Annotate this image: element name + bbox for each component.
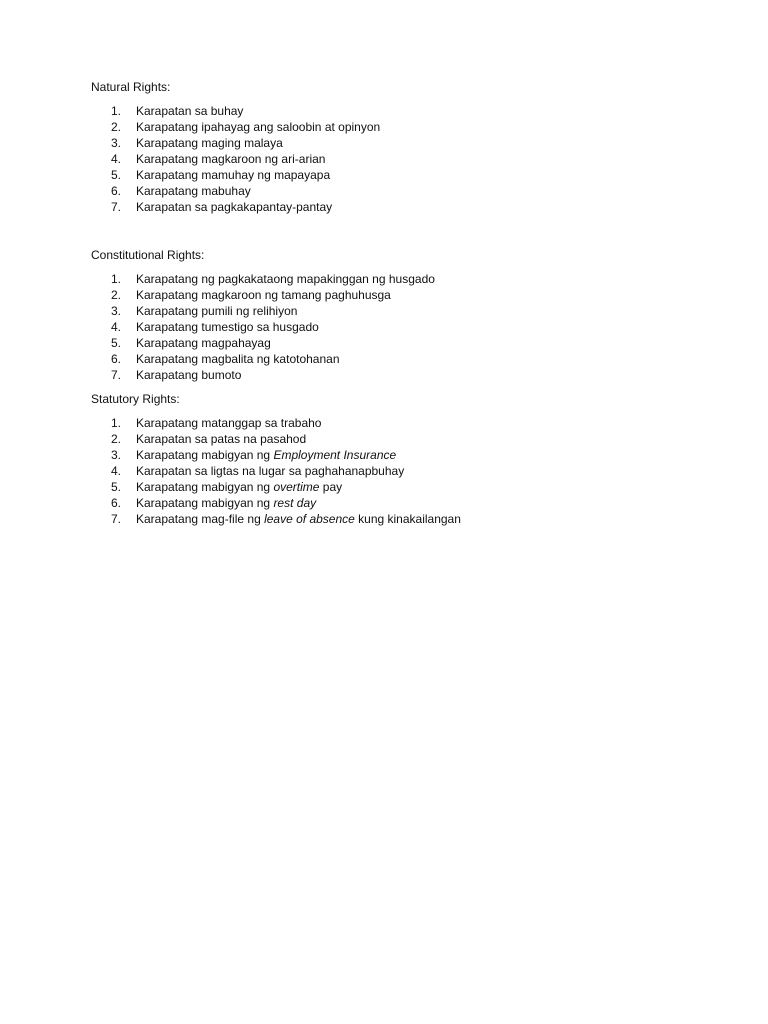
item-number: 3. [111, 136, 122, 150]
list-item [111, 319, 435, 335]
constitutional-rights-section [91, 247, 691, 382]
list-item [111, 271, 435, 287]
item-number: 2. [111, 120, 122, 134]
item-number: 3. [111, 448, 122, 462]
item-number: 6. [111, 496, 122, 510]
item-text: Karapatang mag-file ng leave of absence kung kinakailangan [136, 512, 461, 526]
item-text: Karapatang ng pagkakataong mapakinggan ng husgado [136, 272, 435, 286]
item-text: Karapatan sa ligtas na lugar sa paghahanapbuhay [136, 464, 405, 478]
section-heading: Statutory Rights: [91, 392, 180, 406]
item-number: 2. [111, 288, 122, 302]
list-item [111, 367, 435, 383]
list-item [111, 151, 380, 167]
list-item [111, 415, 461, 431]
list-item [111, 447, 461, 463]
item-number: 6. [111, 184, 122, 198]
item-text: Karapatan sa patas na pasahod [136, 432, 307, 446]
section-heading: Natural Rights: [91, 80, 171, 94]
item-number: 1. [111, 104, 122, 118]
list-item [111, 135, 380, 151]
item-text: Karapatang maging malaya [136, 136, 283, 150]
item-text: Karapatang matanggap sa trabaho [136, 416, 322, 430]
item-number: 1. [111, 272, 122, 286]
list-item [111, 167, 380, 183]
section-heading: Constitutional Rights: [91, 248, 205, 262]
item-text: Karapatang mabigyan ng Employment Insurance [136, 448, 397, 462]
list-item [111, 335, 435, 351]
item-text: Karapatang magpahayag [136, 336, 271, 350]
list-item [111, 303, 435, 319]
item-number: 7. [111, 368, 122, 382]
item-number: 5. [111, 168, 122, 182]
statutory-rights-section [91, 391, 691, 526]
item-text: Karapatan sa pagkakapantay-pantay [136, 200, 333, 214]
list-item [111, 463, 461, 479]
item-text: Karapatang magkaroon ng ari-arian [136, 152, 326, 166]
item-text: Karapatang ipahayag ang saloobin at opinyon [136, 120, 381, 134]
item-text: Karapatang magkaroon ng tamang paghuhusga [136, 288, 391, 302]
natural-rights-section [91, 79, 691, 214]
italic-term: leave of absence [264, 512, 355, 526]
item-number: 3. [111, 304, 122, 318]
list-item [111, 511, 461, 527]
list-item [111, 103, 380, 119]
rights-list [111, 103, 380, 215]
item-text: Karapatan sa buhay [136, 104, 244, 118]
item-number: 4. [111, 152, 122, 166]
list-item [111, 199, 380, 215]
item-text: Karapatang mabigyan ng overtime pay [136, 480, 343, 494]
item-number: 2. [111, 432, 122, 446]
item-number: 5. [111, 480, 122, 494]
list-item [111, 431, 461, 447]
rights-list [111, 415, 461, 527]
item-number: 4. [111, 320, 122, 334]
item-number: 7. [111, 200, 122, 214]
list-item [111, 495, 461, 511]
item-text: Karapatang mamuhay ng mapayapa [136, 168, 331, 182]
list-item [111, 479, 461, 495]
item-text: Karapatang tumestigo sa husgado [136, 320, 319, 334]
item-number: 1. [111, 416, 122, 430]
item-text: Karapatang mabigyan ng rest day [136, 496, 317, 510]
italic-term: Employment Insurance [273, 448, 397, 462]
italic-term: overtime [273, 480, 320, 494]
item-number: 6. [111, 352, 122, 366]
list-item [111, 287, 435, 303]
item-text: Karapatang pumili ng relihiyon [136, 304, 298, 318]
item-text: Karapatang magbalita ng katotohanan [136, 352, 340, 366]
rights-list [111, 271, 435, 383]
item-text: Karapatang bumoto [136, 368, 242, 382]
list-item [111, 183, 380, 199]
item-text: Karapatang mabuhay [136, 184, 251, 198]
item-number: 5. [111, 336, 122, 350]
list-item [111, 351, 435, 367]
italic-term: rest day [273, 496, 317, 510]
item-number: 7. [111, 512, 122, 526]
list-item [111, 119, 380, 135]
item-number: 4. [111, 464, 122, 478]
